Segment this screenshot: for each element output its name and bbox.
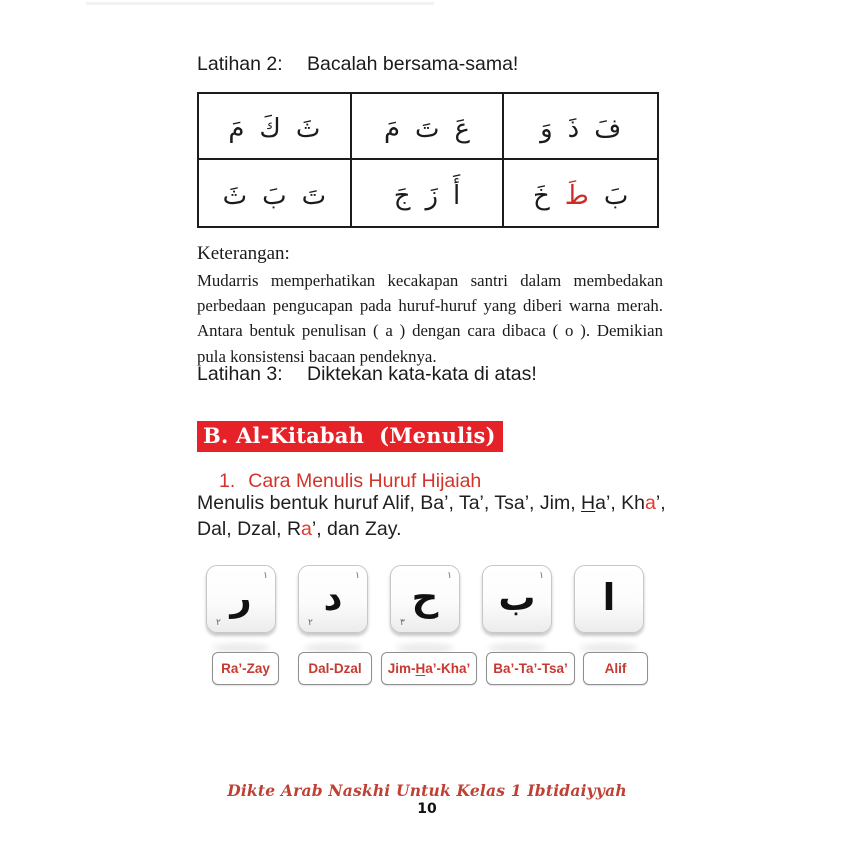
exercise3-label: Latihan 3: <box>197 363 283 385</box>
arabic-letter-ba: ب <box>498 575 536 619</box>
arabic-letter: بَ <box>603 181 629 211</box>
arabic-letter: ثَ <box>222 181 248 211</box>
arabic-letter: تَ <box>415 114 440 144</box>
scan-artifact-line <box>86 2 434 5</box>
exercise3-instruction: Diktekan kata-kata di atas! <box>307 363 537 385</box>
menulis-paragraph <box>197 491 666 542</box>
subheading-title: Cara Menulis Huruf Hijaiah <box>248 470 482 492</box>
table-cell-r1c1 <box>199 94 352 160</box>
letter-card-ba <box>482 565 552 633</box>
footer-book-title: Dikte Arab Naskhi Untuk Kelas 1 Ibtidaiyyah <box>227 781 627 800</box>
card-label-text: Ra’-Zay <box>221 661 270 676</box>
menulis-seg2: a’, Kh <box>595 492 646 514</box>
arabic-reading-table <box>197 92 659 228</box>
section-b-banner: B. Al-Kitabah (Menulis) <box>197 421 503 452</box>
letter-card-ra <box>206 565 276 633</box>
stroke-mark-icon: ٣ <box>400 618 405 628</box>
arabic-letter-red: طَ <box>564 181 589 211</box>
keterangan-paragraph: Mudarris memperhatikan kecakapan santri dalam membedakan perbedaan pengucapan pada huruf-huruf yang diberi warna merah. Antara bentuk penulisan ( a ) dengan cara dibaca ( o ). Demikian pula konsistensi bacaan pendeknya. <box>197 271 663 366</box>
exercise2-instruction: Bacalah bersama-sama! <box>307 53 519 75</box>
card-label-text: Ba’-Ta’-Tsa’ <box>493 661 568 676</box>
card-label-underlined-h: H <box>415 661 426 676</box>
arabic-letter: أَ <box>453 181 461 211</box>
table-cell-r2c3 <box>504 160 657 226</box>
card-label-text: Dal-Dzal <box>308 661 362 676</box>
table-cell-r2c2 <box>352 160 505 226</box>
exercise3-heading <box>197 363 537 386</box>
arabic-letter: خَ <box>533 181 550 211</box>
menulis-seg1: Menulis bentuk huruf Alif, Ba’, Ta’, Tsa’, Jim, <box>197 492 582 514</box>
card-label-ra-zay <box>212 652 279 685</box>
stroke-mark-icon: ١ <box>263 571 268 581</box>
arabic-letter: ثَ <box>295 114 321 144</box>
table-cell-r2c1 <box>199 160 352 226</box>
subheading-number: 1. <box>219 470 236 492</box>
stroke-mark-icon: ٢ <box>308 618 313 628</box>
card-label-alif <box>583 652 648 685</box>
table-cell-r1c3 <box>504 94 657 160</box>
card-label-text-post: a’-Kha’ <box>425 661 471 676</box>
arabic-letter: بَ <box>262 181 287 211</box>
arabic-letter: كَ <box>259 114 281 144</box>
arabic-letter: عَ <box>454 114 471 144</box>
arabic-letter-ha: ح <box>411 575 439 619</box>
subheading-cara-menulis <box>219 470 481 493</box>
stroke-mark-icon: ١ <box>447 571 452 581</box>
arabic-letter: زَ <box>425 181 439 211</box>
menulis-seg5: ’, dan Zay. <box>311 517 402 540</box>
arabic-letter: جَ <box>393 181 411 211</box>
keterangan-label: Keterangan: <box>197 243 290 264</box>
letter-card-alif <box>574 565 644 633</box>
arabic-letter: فَ <box>594 114 622 144</box>
card-label-text-pre: Jim- <box>387 661 416 676</box>
red-a-kha: a <box>645 492 656 514</box>
arabic-letter: مَ <box>383 114 401 144</box>
arabic-letter: ذَ <box>567 114 580 144</box>
card-label-ba-ta-tsa <box>486 652 575 685</box>
arabic-letter: تَ <box>301 181 327 211</box>
page-number: 10 <box>417 801 437 817</box>
exercise2-heading <box>197 53 518 76</box>
red-a-ra: a <box>301 517 312 540</box>
stroke-mark-icon: ٢ <box>216 618 221 628</box>
stroke-mark-icon: ١ <box>355 571 360 581</box>
card-label-text: Alif <box>604 661 627 676</box>
arabic-letter: وَ <box>540 114 553 144</box>
arabic-letter-alif: ا <box>602 575 616 619</box>
menulis-seg4: Dal, Dzal, R <box>197 517 302 540</box>
card-label-dal-dzal <box>298 652 372 685</box>
menulis-seg3: ’, <box>655 492 666 514</box>
table-cell-r1c2 <box>352 94 505 160</box>
card-label-jim-ha-kha <box>381 652 477 685</box>
exercise2-label: Latihan 2: <box>197 53 283 75</box>
arabic-letter-ra: ر <box>230 575 252 619</box>
letter-cards-row <box>206 565 644 633</box>
underlined-h: H <box>581 492 596 514</box>
arabic-letter-dal: د <box>323 575 343 619</box>
letter-card-ha <box>390 565 460 633</box>
letter-card-dal <box>298 565 368 633</box>
arabic-letter: مَ <box>228 114 245 144</box>
stroke-mark-icon: ١ <box>539 571 544 581</box>
